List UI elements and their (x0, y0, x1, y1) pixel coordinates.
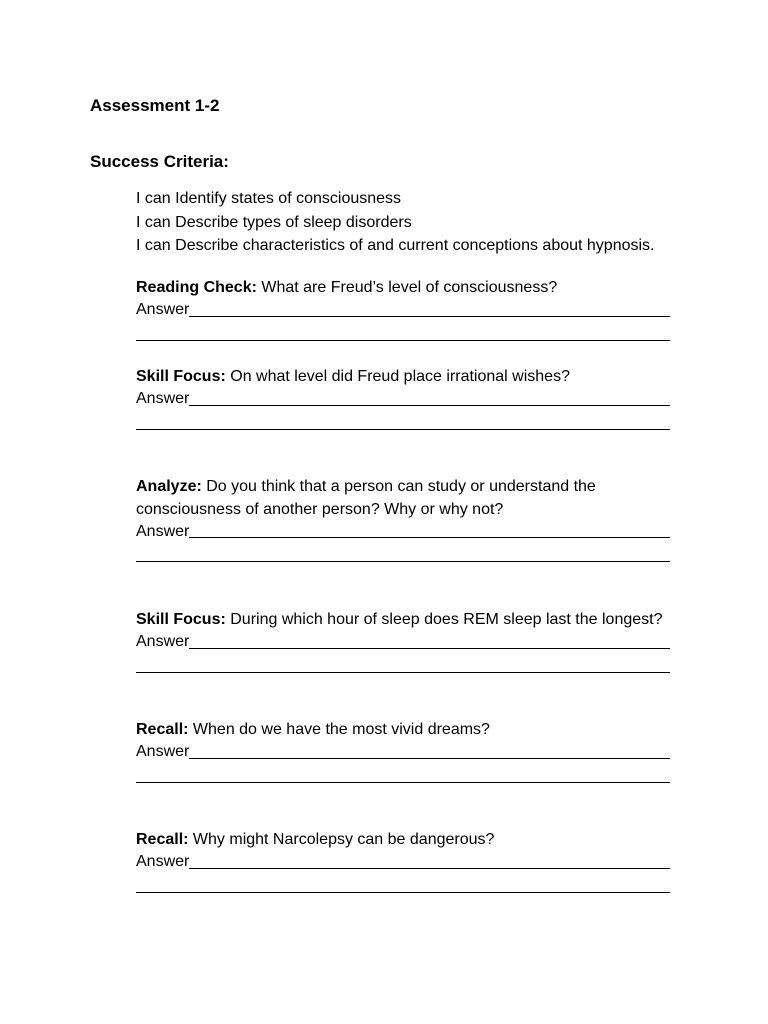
answer-line[interactable] (189, 405, 670, 406)
question-prompt: When do we have the most vivid dreams? (188, 721, 490, 738)
question-text (136, 609, 670, 632)
answer-label: Answer (136, 853, 190, 870)
criteria-item: I can Identify states of consciousness (136, 190, 402, 207)
question-block (136, 829, 670, 893)
question-block (136, 366, 670, 430)
question-prompt: On what level did Freud place irrational wishes? (225, 368, 570, 385)
question-prompt: What are Freud’s level of consciousness? (256, 279, 558, 296)
answer-continuation-line[interactable] (136, 764, 670, 783)
question-label: Skill Focus: (136, 611, 226, 628)
answer-continuation-line[interactable] (136, 874, 670, 893)
question-block (136, 719, 670, 783)
answer-label: Answer (136, 301, 190, 318)
success-criteria-list (136, 187, 655, 258)
answer-label: Answer (136, 390, 190, 407)
success-criteria-heading: Success Criteria: (90, 152, 229, 171)
answer-line[interactable] (189, 648, 670, 649)
answer-continuation-line[interactable] (136, 543, 670, 562)
question-block (136, 277, 670, 341)
question-text (136, 476, 670, 521)
answer-continuation-line[interactable] (136, 411, 670, 430)
answer-row[interactable] (136, 852, 670, 874)
answer-continuation-line[interactable] (136, 322, 670, 341)
question-text (136, 829, 670, 852)
answer-line[interactable] (189, 758, 670, 759)
question-text (136, 719, 670, 742)
question-label: Reading Check: (136, 279, 257, 296)
question-label: Analyze: (136, 478, 202, 495)
question-label: Recall: (136, 831, 189, 848)
answer-label: Answer (136, 522, 190, 540)
answer-row[interactable] (136, 521, 670, 543)
criteria-item: I can Describe types of sleep disorders (136, 213, 412, 231)
question-prompt: Do you think that a person can study or understand the consciousness of another person? Why or why not? (136, 478, 596, 518)
question-prompt: During which hour of sleep does REM sleep last the longest? (225, 611, 663, 628)
answer-line[interactable] (189, 868, 670, 869)
page-title: Assessment 1-2 (90, 96, 220, 115)
question-prompt: Why might Narcolepsy can be dangerous? (188, 831, 495, 848)
answer-line[interactable] (189, 537, 670, 538)
answer-continuation-line[interactable] (136, 654, 670, 673)
answer-line[interactable] (189, 316, 670, 317)
answer-row[interactable] (136, 742, 670, 764)
answer-label: Answer (136, 743, 190, 760)
question-text (136, 277, 670, 300)
criteria-item: I can Describe characteristics of and current conceptions about hypnosis. (136, 237, 655, 254)
answer-row[interactable] (136, 389, 670, 411)
question-block (136, 476, 670, 562)
answer-row[interactable] (136, 300, 670, 322)
question-text (136, 366, 670, 389)
question-label: Skill Focus: (136, 368, 226, 385)
question-block (136, 609, 670, 673)
answer-label: Answer (136, 633, 190, 650)
question-label: Recall: (136, 721, 189, 738)
answer-row[interactable] (136, 632, 670, 654)
